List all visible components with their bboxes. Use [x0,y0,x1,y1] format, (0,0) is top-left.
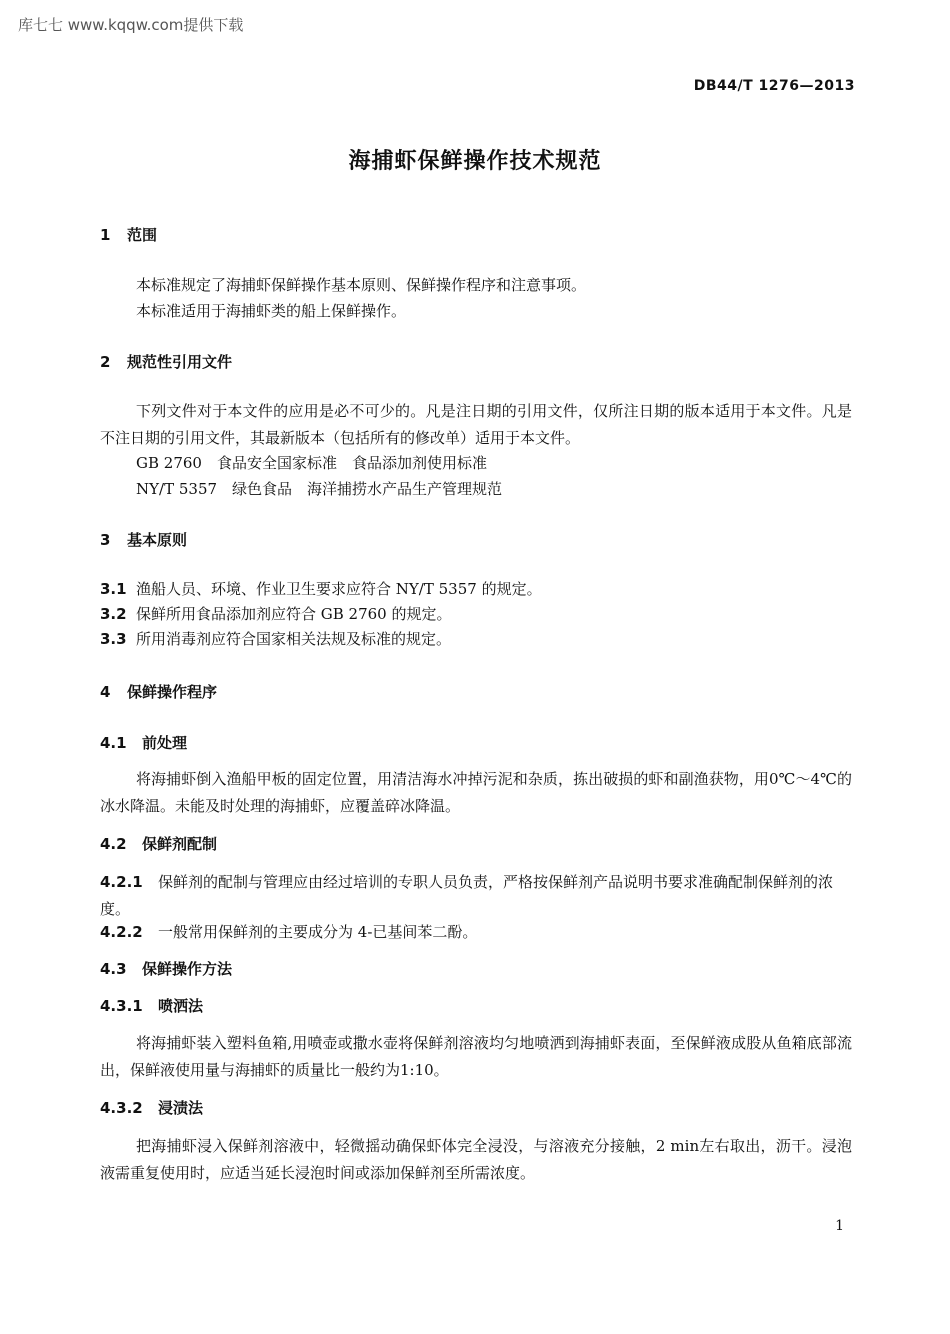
clause-4-2-1 [100,869,852,923]
clause-3-1 [100,576,852,603]
clause-number: 3.1 [100,580,127,598]
subsection-number: 4.3.2 [100,1099,143,1117]
section-number: 1 [100,226,111,244]
section-1-paragraph: 本标准规定了海捕虾保鲜操作基本原则、保鲜操作程序和注意事项。 [136,276,587,294]
clause-text: 保鲜剂的配制与管理应由经过培训的专职人员负责，严格按保鲜剂产品说明书要求准确配制保鲜剂的浓度。 [100,873,834,918]
clause-text: 保鲜所用食品添加剂应符合 GB 2760 的规定。 [136,605,452,623]
clause-text: 一般常用保鲜剂的主要成分为 4-已基间苯二酚。 [158,923,478,941]
section-number: 4 [100,683,111,701]
clause-number: 3.3 [100,630,127,648]
clause-text: 渔船人员、环境、作业卫生要求应符合 NY/T 5357 的规定。 [136,580,542,598]
section-title: 范围 [127,226,158,244]
clause-4-2-2 [100,919,852,946]
subsection-title: 喷洒法 [158,997,204,1015]
subsection-4-3-1-heading [100,995,203,1016]
subsection-number: 4.3 [100,960,127,978]
reference-item: NY/T 5357 绿色食品 海洋捕捞水产品生产管理规范 [136,480,503,498]
subsection-4-3-2-text: 把海捕虾浸入保鲜剂溶液中，轻微摇动确保虾体完全浸没，与溶液充分接触，2 min左右取出，沥干。浸泡液需重复使用时，应适当延长浸泡时间或添加保鲜剂至所需浓度。 [100,1137,852,1182]
subsection-4-1-heading [100,732,187,753]
clause-number: 4.2.2 [100,923,143,941]
section-2-heading [100,351,232,372]
document-title: 海捕虾保鲜操作技术规范 [348,149,602,174]
subsection-title: 保鲜剂配制 [142,835,218,853]
subsection-4-1-text: 将海捕虾倒入渔船甲板的固定位置，用清洁海水冲掉污泥和杂质，拣出破损的虾和副渔获物，用0℃～4℃的冰水降温。未能及时处理的海捕虾，应覆盖碎冰降温。 [100,770,852,815]
section-title: 保鲜操作程序 [127,683,218,701]
section-number: 3 [100,531,111,549]
reference-item: GB 2760 食品安全国家标准 食品添加剂使用标准 [136,454,487,472]
clause-number: 3.2 [100,605,127,623]
section-title: 规范性引用文件 [127,353,233,371]
subsection-4-2-heading [100,833,217,854]
watermark: 库七七 www.kqqw.com提供下载 [18,16,244,34]
section-1-paragraph: 本标准适用于海捕虾类的船上保鲜操作。 [136,302,407,320]
subsection-title: 保鲜操作方法 [142,960,233,978]
subsection-4-3-1-text: 将海捕虾装入塑料鱼箱,用喷壶或撒水壶将保鲜剂溶液均匀地喷洒到海捕虾表面，至保鲜液成股从鱼箱底部流出，保鲜液使用量与海捕虾的质量比一般约为1:10。 [100,1034,852,1079]
page-number: 1 [835,1218,844,1234]
clause-3-3 [100,626,852,653]
section-title: 基本原则 [127,531,188,549]
subsection-number: 4.3.1 [100,997,143,1015]
section-3-heading [100,529,187,550]
subsection-number: 4.2 [100,835,127,853]
subsection-4-3-heading [100,958,232,979]
clause-text: 所用消毒剂应符合国家相关法规及标准的规定。 [136,630,452,648]
subsection-title: 前处理 [142,734,188,752]
subsection-number: 4.1 [100,734,127,752]
clause-3-2 [100,601,852,628]
section-1-heading [100,224,157,245]
section-number: 2 [100,353,111,371]
subsection-4-3-2-heading [100,1097,203,1118]
subsection-title: 浸渍法 [158,1099,204,1117]
section-2-intro: 下列文件对于本文件的应用是必不可少的。凡是注日期的引用文件，仅所注日期的版本适用于本文件。凡是不注日期的引用文件，其最新版本（包括所有的修改单）适用于本文件。 [100,402,852,447]
standard-code: DB44/T 1276—2013 [693,78,855,94]
clause-number: 4.2.1 [100,873,143,891]
section-4-heading [100,681,217,702]
